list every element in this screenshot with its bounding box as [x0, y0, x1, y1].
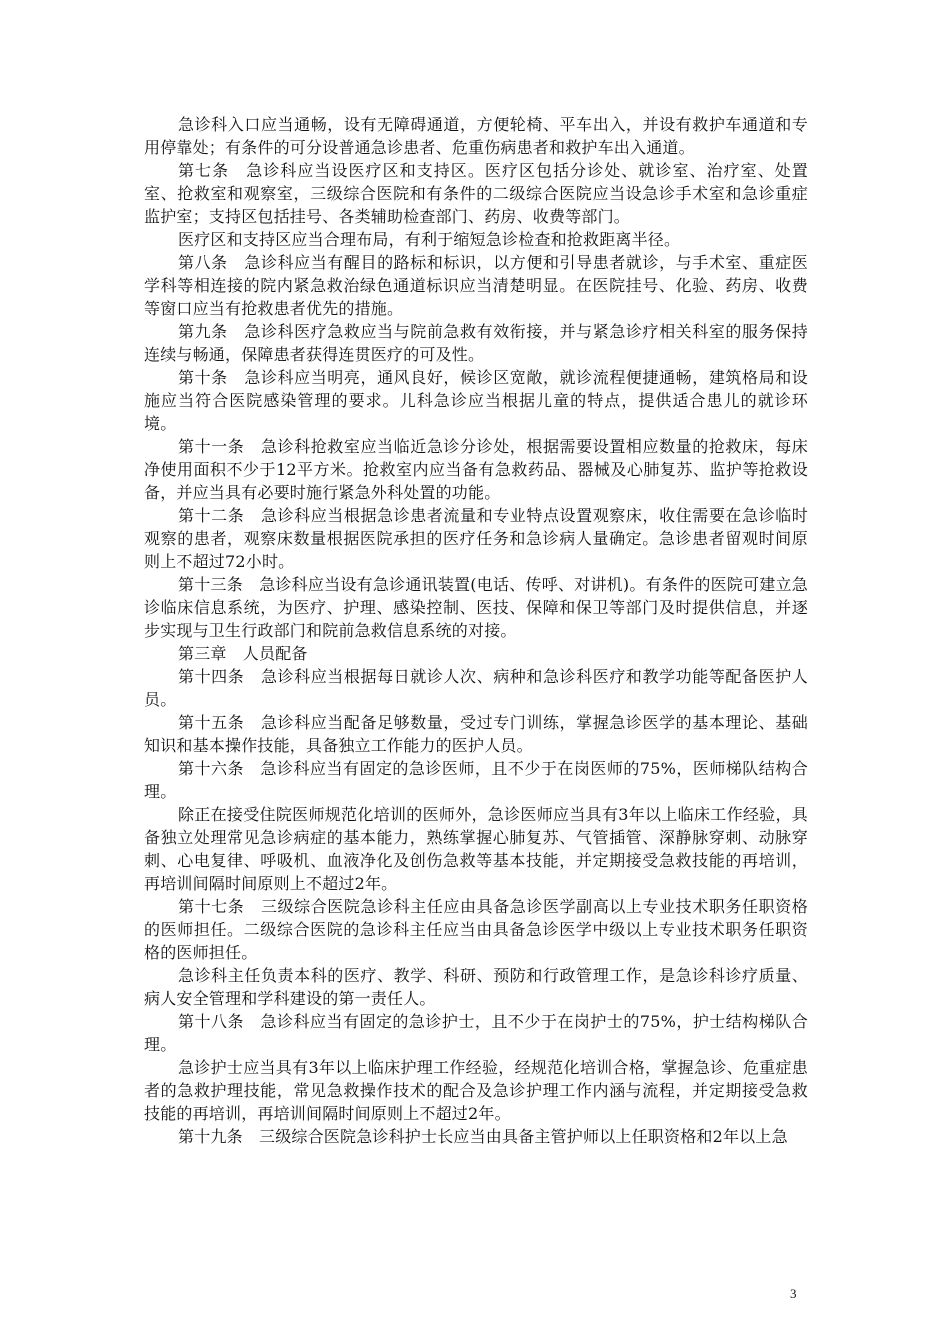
paragraph-article-12: 第十二条 急诊科应当根据急诊患者流量和专业特点设置观察床，收住需要在急诊临时观察的患者，观察床数量根据医院承担的医疗任务和急诊病人量确定。急诊患者留观时间原则上不超过72小时。 — [144, 506, 808, 571]
paragraph-article-11: 第十一条 急诊科抢救室应当临近急诊分诊处，根据需要设置相应数量的抢救床，每床净使用面积不少于12平方米。抢救室内应当备有急救药品、器械及心肺复苏、监护等抢救设备，并应当具有必要时施行紧急外科处置的功能。 — [144, 437, 808, 502]
paragraph-article-15: 第十五条 急诊科应当配备足够数量，受过专门训练，掌握急诊医学的基本理论、基础知识和基本操作技能，具备独立工作能力的医护人员。 — [144, 713, 808, 755]
chapter-heading: 第三章 人员配备 — [178, 644, 308, 663]
document-body — [144, 113, 808, 1148]
paragraph-article-9: 第九条 急诊科医疗急救应当与院前急救有效衔接，并与紧急诊疗相关科室的服务保持连续与畅通，保障患者获得连贯医疗的可及性。 — [144, 322, 808, 364]
paragraph-director-duties: 急诊科主任负责本科的医疗、教学、科研、预防和行政管理工作，是急诊科诊疗质量、病人安全管理和学科建设的第一责任人。 — [144, 966, 808, 1008]
paragraph-nurse-requirements: 急诊护士应当具有3年以上临床护理工作经验，经规范化培训合格，掌握急诊、危重症患者的急救护理技能，常见急救操作技术的配合及急诊护理工作内涵与流程，并定期接受急救技能的再培训，再培训间隔时间原则上不超过2年。 — [144, 1058, 808, 1123]
paragraph-article-13: 第十三条 急诊科应当设有急诊通讯装置(电话、传呼、对讲机)。有条件的医院可建立急诊临床信息系统，为医疗、护理、感染控制、医技、保障和保卫等部门及时提供信息，并逐步实现与卫生行政部门和院前急救信息系统的对接。 — [144, 575, 808, 640]
paragraph-physician-requirements: 除正在接受住院医师规范化培训的医师外，急诊医师应当具有3年以上临床工作经验，具备独立处理常见急诊病症的基本能力，熟练掌握心肺复苏、气管插管、深静脉穿刺、动脉穿刺、心电复律、呼吸机、血液净化及创伤急救等基本技能，并定期接受急救技能的再培训，再培训间隔时间原则上不超过2年。 — [144, 805, 808, 893]
paragraph-article-10: 第十条 急诊科应当明亮，通风良好，候诊区宽敞，就诊流程便捷通畅，建筑格局和设施应当符合医院感染管理的要求。儿科急诊应当根据儿童的特点，提供适合患儿的就诊环境。 — [144, 368, 808, 433]
paragraph-article-17: 第十七条 三级综合医院急诊科主任应由具备急诊医学副高以上专业技术职务任职资格的医师担任。二级综合医院的急诊科主任应当由具备急诊医学中级以上专业技术职务任职资格的医师担任。 — [144, 897, 808, 962]
page-number: 3 — [790, 1286, 797, 1301]
paragraph-article-16: 第十六条 急诊科应当有固定的急诊医师，且不少于在岗医师的75%，医师梯队结构合理。 — [144, 759, 808, 801]
paragraph-entrance: 急诊科入口应当通畅，设有无障碍通道，方便轮椅、平车出入，并设有救护车通道和专用停靠处；有条件的可分设普通急诊患者、危重伤病患者和救护车出入通道。 — [144, 115, 808, 157]
paragraph-layout: 医疗区和支持区应当合理布局，有利于缩短急诊检查和抢救距离半径。 — [178, 230, 681, 249]
paragraph-article-8: 第八条 急诊科应当有醒目的路标和标识，以方便和引导患者就诊，与手术室、重症医学科等相连接的院内紧急救治绿色通道标识应当清楚明显。在医院挂号、化验、药房、收费等窗口应当有抢救患者优先的措施。 — [144, 253, 808, 318]
paragraph-article-7: 第七条 急诊科应当设医疗区和支持区。医疗区包括分诊处、就诊室、治疗室、处置室、抢救室和观察室，三级综合医院和有条件的二级综合医院应当设急诊手术室和急诊重症监护室；支持区包括挂号、各类辅助检查部门、药房、收费等部门。 — [144, 161, 808, 226]
paragraph-article-14: 第十四条 急诊科应当根据每日就诊人次、病种和急诊科医疗和教学功能等配备医护人员。 — [144, 667, 808, 709]
paragraph-article-19: 第十九条 三级综合医院急诊科护士长应当由具备主管护师以上任职资格和2年以上急 — [178, 1127, 788, 1146]
paragraph-article-18: 第十八条 急诊科应当有固定的急诊护士，且不少于在岗护士的75%，护士结构梯队合理。 — [144, 1012, 808, 1054]
